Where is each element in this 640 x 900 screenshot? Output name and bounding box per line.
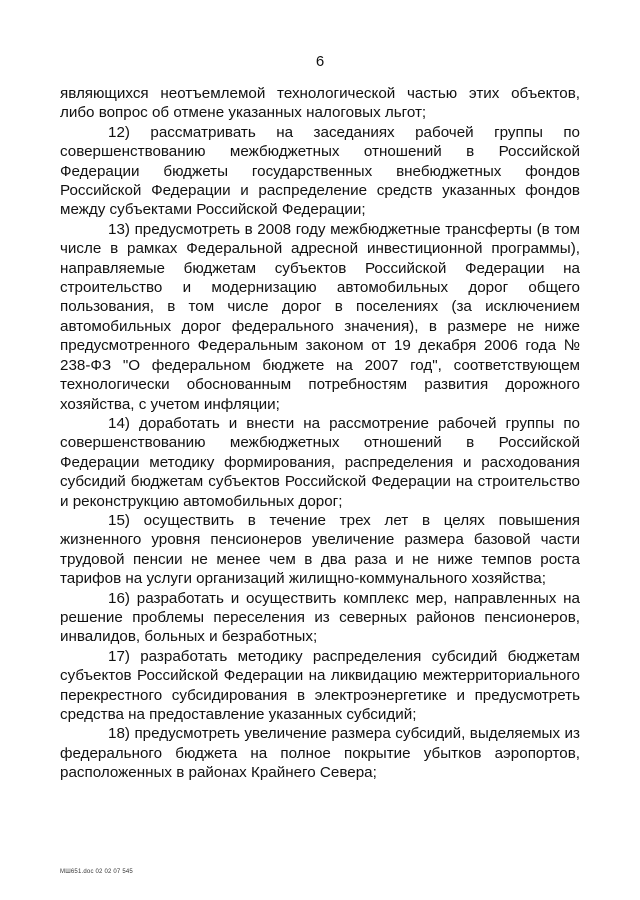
paragraph-continuation: являющихся неотъемлемой технологической частью этих объектов, либо вопрос об отмене указанных налоговых льгот;: [60, 85, 580, 122]
paragraph-item-14: 14) доработать и внести на рассмотрение рабочей группы по совершенствованию межбюджетных отношений в Российской Федерации методику формирования, распределения и расходования субсидий бюджетам субъектов Российской Федерации на строительство и реконструкцию автомобильных дорог;: [60, 414, 580, 510]
paragraph-item-12: 12) рассматривать на заседаниях рабочей группы по совершенствованию межбюджетных отношений в Российской Федерации бюджеты государственных внебюджетных фондов Российской Федерации и распределение средств указанных фондов между субъектами Российской Федерации;: [60, 123, 580, 219]
page-number: 6: [315, 53, 325, 70]
paragraph-item-18: 18) предусмотреть увеличение размера субсидий, выделяемых из федерального бюджета на полное покрытие убытков аэропортов, расположенных в районах Крайнего Севера;: [60, 725, 580, 782]
document-footer-code: МШ651.doc 02 02 07 545: [60, 869, 133, 875]
paragraph-item-13: 13) предусмотреть в 2008 году межбюджетные трансферты (в том числе в рамках Федеральной адресной инвестиционной программы), направляемые бюджетам субъектов Российской Федерации на строительство и модернизацию автомобильных дорог общего пользования, в том числе дорог в поселениях (за исключением автомобильных дорог федерального значения), в размере не ниже предусмотренного Федеральным законом от 19 декабря 2006 года № 238-ФЗ "О федеральном бюджете на 2007 год", соответствующем технологически обоснованным потребностям развития дорожного хозяйства, с учетом инфляции;: [60, 220, 580, 413]
document-body: [60, 84, 580, 783]
paragraph-item-17: 17) разработать методику распределения субсидий бюджетам субъектов Российской Федерации на ликвидацию межтерриториального перекрестного субсидирования в электроэнергетике и предусмотреть средства на предоставление указанных субсидий;: [60, 647, 580, 723]
paragraph-item-15: 15) осуществить в течение трех лет в целях повышения жизненного уровня пенсионеров увеличение размера базовой части трудовой пенсии не менее чем в два раза и не ниже темпов роста тарифов на услуги организаций жилищно-коммунального хозяйства;: [60, 511, 580, 588]
paragraph-item-16: 16) разработать и осуществить комплекс мер, направленных на решение проблемы переселения из северных районов пенсионеров, инвалидов, больных и безработных;: [60, 589, 580, 646]
